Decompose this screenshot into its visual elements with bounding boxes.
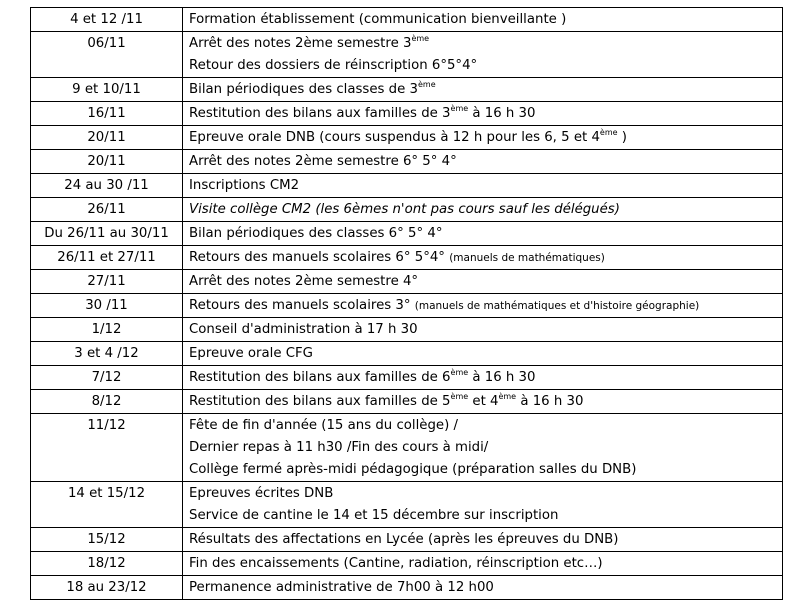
description-text: Formation établissement (communication bienveillante ) xyxy=(189,12,567,27)
superscript-text: ème xyxy=(450,392,469,401)
description-text: Arrêt des notes 2ème semestre 6° 5° 4° xyxy=(189,154,457,169)
date-cell: 27/11 xyxy=(31,270,183,294)
superscript-text: ème xyxy=(411,34,430,43)
description-cell xyxy=(183,126,783,150)
description-line xyxy=(189,127,776,149)
description-cell xyxy=(183,8,783,32)
description-line xyxy=(189,223,776,245)
date-cell: 26/11 et 27/11 xyxy=(31,246,183,270)
description-cell xyxy=(183,576,783,600)
description-cell xyxy=(183,414,783,482)
table-row xyxy=(31,246,783,270)
date-cell: 16/11 xyxy=(31,102,183,126)
table-row xyxy=(31,318,783,342)
description-line xyxy=(189,247,776,269)
table-row xyxy=(31,126,783,150)
date-cell: 1/12 xyxy=(31,318,183,342)
date-cell: 18 au 23/12 xyxy=(31,576,183,600)
description-line xyxy=(189,391,776,413)
description-cell xyxy=(183,198,783,222)
date-cell: 06/11 xyxy=(31,32,183,78)
description-cell xyxy=(183,366,783,390)
date-cell: 14 et 15/12 xyxy=(31,482,183,528)
date-cell: 11/12 xyxy=(31,414,183,482)
description-line xyxy=(189,415,776,437)
table-row xyxy=(31,78,783,102)
date-cell: 18/12 xyxy=(31,552,183,576)
description-text: Fin des encaissements (Cantine, radiation, réinscription etc…) xyxy=(189,556,603,571)
superscript-text: ème xyxy=(450,104,469,113)
description-text: Fête de fin d'année (15 ans du collège) / xyxy=(189,418,458,433)
table-row xyxy=(31,198,783,222)
table-row xyxy=(31,222,783,246)
description-cell xyxy=(183,246,783,270)
description-cell xyxy=(183,78,783,102)
description-line xyxy=(189,199,776,221)
description-cell xyxy=(183,342,783,366)
description-text: Conseil d'administration à 17 h 30 xyxy=(189,322,418,337)
table-row xyxy=(31,8,783,32)
description-cell xyxy=(183,318,783,342)
description-text: Service de cantine le 14 et 15 décembre sur inscription xyxy=(189,508,559,523)
description-text: Restitution des bilans aux familles de 6 xyxy=(189,370,451,385)
superscript-text: ème xyxy=(498,392,517,401)
table-row xyxy=(31,552,783,576)
description-text: et 4 xyxy=(468,394,499,409)
table-row xyxy=(31,102,783,126)
description-cell xyxy=(183,552,783,576)
description-line xyxy=(189,151,776,173)
description-line xyxy=(189,79,776,101)
superscript-text: ème xyxy=(450,368,469,377)
description-line xyxy=(189,175,776,197)
description-line xyxy=(189,55,776,77)
date-cell: 4 et 12 /11 xyxy=(31,8,183,32)
description-line xyxy=(189,577,776,599)
description-cell xyxy=(183,528,783,552)
description-text: Bilan périodiques des classes de 3 xyxy=(189,82,418,97)
date-cell: 9 et 10/11 xyxy=(31,78,183,102)
description-line xyxy=(189,367,776,389)
superscript-text: ème xyxy=(418,80,436,89)
description-text: ) xyxy=(617,130,627,145)
description-text: Collège fermé après-midi pédagogique (préparation salles du DNB) xyxy=(189,462,637,477)
description-line xyxy=(189,505,776,527)
description-line xyxy=(189,103,776,125)
description-cell xyxy=(183,150,783,174)
description-text: Visite collège CM2 (les 6èmes n'ont pas cours sauf les délégués) xyxy=(189,202,620,217)
table-row xyxy=(31,576,783,600)
table-row xyxy=(31,150,783,174)
description-line xyxy=(189,9,776,31)
date-cell: 15/12 xyxy=(31,528,183,552)
description-cell xyxy=(183,294,783,318)
description-text: Epreuve orale DNB (cours suspendus à 12 h pour les 6, 5 et 4 xyxy=(189,130,600,145)
description-text: Arrêt des notes 2ème semestre 4° xyxy=(189,274,419,289)
table-row xyxy=(31,414,783,482)
description-text: Inscriptions CM2 xyxy=(189,178,300,193)
date-cell: 7/12 xyxy=(31,366,183,390)
description-text: à 16 h 30 xyxy=(468,370,536,385)
description-text: Restitution des bilans aux familles de 5 xyxy=(189,394,451,409)
description-text: à 16 h 30 xyxy=(516,394,584,409)
description-line xyxy=(189,529,776,551)
description-text: Arrêt des notes 2ème semestre 3 xyxy=(189,36,412,51)
description-line xyxy=(189,319,776,341)
date-cell: 24 au 30 /11 xyxy=(31,174,183,198)
description-text: Permanence administrative de 7h00 à 12 h00 xyxy=(189,580,494,595)
table-row xyxy=(31,174,783,198)
description-line xyxy=(189,271,776,293)
description-cell xyxy=(183,390,783,414)
description-text: Retours des manuels scolaires 6° 5°4° xyxy=(189,250,450,265)
description-text: (manuels de mathématiques et d'histoire géographie) xyxy=(414,300,700,312)
description-cell xyxy=(183,102,783,126)
date-cell: 20/11 xyxy=(31,126,183,150)
table-row xyxy=(31,294,783,318)
description-cell xyxy=(183,32,783,78)
date-cell: 3 et 4 /12 xyxy=(31,342,183,366)
description-text: (manuels de mathématiques) xyxy=(449,252,605,264)
description-text: Epreuve orale CFG xyxy=(189,346,313,361)
description-line xyxy=(189,295,776,317)
description-cell xyxy=(183,222,783,246)
schedule-table xyxy=(30,7,783,600)
table-row xyxy=(31,32,783,78)
description-line xyxy=(189,437,776,459)
description-text: Dernier repas à 11 h30 /Fin des cours à midi/ xyxy=(189,440,489,455)
table-row xyxy=(31,482,783,528)
table-row xyxy=(31,390,783,414)
description-cell xyxy=(183,174,783,198)
description-text: à 16 h 30 xyxy=(468,106,536,121)
date-cell: 26/11 xyxy=(31,198,183,222)
description-text: Retour des dossiers de réinscription 6°5°4° xyxy=(189,58,478,73)
description-cell xyxy=(183,482,783,528)
date-cell: 8/12 xyxy=(31,390,183,414)
description-line xyxy=(189,33,776,55)
superscript-text: ème xyxy=(599,128,618,137)
description-text: Bilan périodiques des classes 6° 5° 4° xyxy=(189,226,443,241)
date-cell: Du 26/11 au 30/11 xyxy=(31,222,183,246)
description-text: Résultats des affectations en Lycée (après les épreuves du DNB) xyxy=(189,532,619,547)
description-text: Retours des manuels scolaires 3° xyxy=(189,298,415,313)
description-line xyxy=(189,459,776,481)
description-text: Restitution des bilans aux familles de 3 xyxy=(189,106,451,121)
description-line xyxy=(189,483,776,505)
table-row xyxy=(31,366,783,390)
table-row xyxy=(31,528,783,552)
date-cell: 20/11 xyxy=(31,150,183,174)
table-row xyxy=(31,342,783,366)
description-cell xyxy=(183,270,783,294)
date-cell: 30 /11 xyxy=(31,294,183,318)
description-line xyxy=(189,553,776,575)
description-text: Epreuves écrites DNB xyxy=(189,486,334,501)
description-line xyxy=(189,343,776,365)
schedule-body xyxy=(31,8,783,600)
table-row xyxy=(31,270,783,294)
